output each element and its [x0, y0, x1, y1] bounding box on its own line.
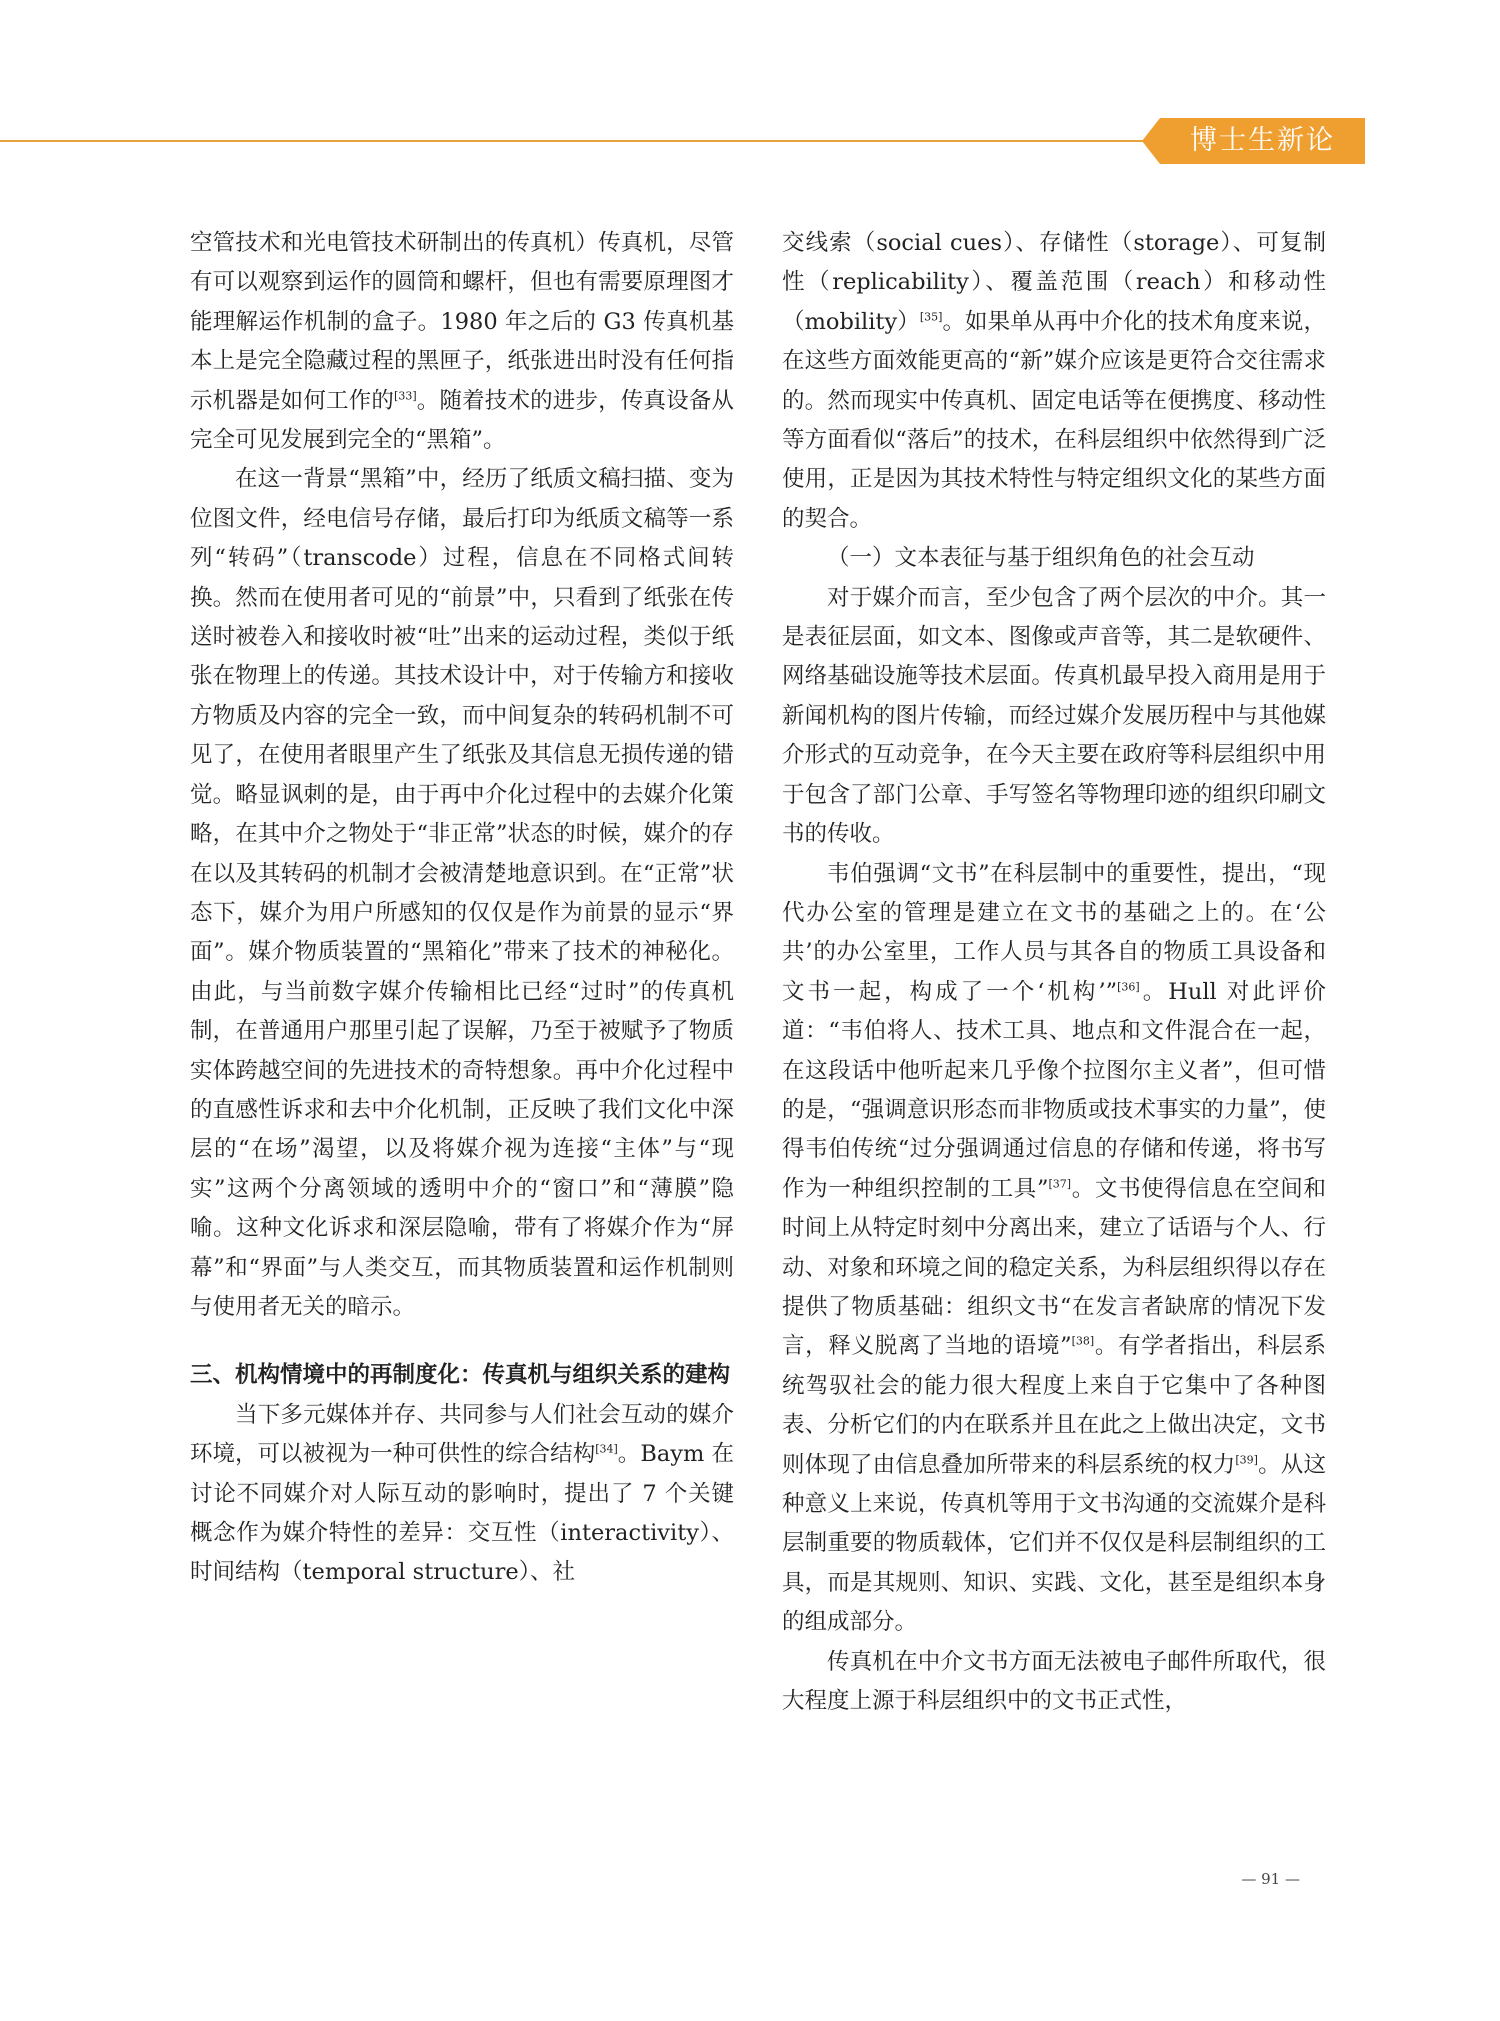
paragraph: 对于媒介而言，至少包含了两个层次的中介。其一是表征层面，如文本、图像或声音等，其二是软硬件、网络基础设施等技术层面。传真机最早投入商用是用于新闻机构的图片传输，而经过媒介发展历程中与其他媒介形式的互动竞争，在今天主要在政府等科层组织中用于包含了部门公章、手写签名等物理印迹的组织印刷文书的传收。 [782, 584, 1326, 848]
right-column [782, 224, 1326, 1721]
section-tag: 博士生新论 [1160, 118, 1365, 164]
paragraph: 传真机在中介文书方面无法被电子邮件所取代，很大程度上源于科层组织中的文书正式性， [782, 1648, 1326, 1715]
citation-ref[interactable]: [37] [1048, 1177, 1072, 1191]
section-heading: 三、机构情境中的再制度化：传真机与组织关系的建构 [190, 1362, 731, 1389]
citation-ref[interactable]: [36] [1117, 980, 1140, 994]
citation-ref[interactable]: [39] [1235, 1453, 1258, 1467]
paragraph: 韦伯强调“文书”在科层制中的重要性，提出，“现代办公室的管理是建立在文书的基础之上的。在‘公共’的办公室里，工作人员与其各自的物质工具设备和文书一起，构成了一个‘机构’”[36]。Hull 对此评价道：“韦伯将人、技术工具、地点和文件混合在一起，在这段话中他听起来几乎像个拉图尔主义者”，但可惜的是，“强调意识形态而非物质或技术事实的力量”，使得韦伯传统“过分强调通过信息的存储和传递，将书写作为一种组织控制的工具”[37]。文书使得信息在空间和时间上从特定时刻中分离出来，建立了话语与个人、行动、对象和环境之间的稳定关系，为科层组织得以存在提供了物质基础：组织文书“在发言者缺席的情况下发言，释义脱离了当地的语境”[38]。有学者指出，科层系统驾驭社会的能力很大程度上来自于它集中了各种图表、分析它们的内在联系并且在此之上做出决定，文书则体现了由信息叠加所带来的科层系统的权力[39]。从这种意义上来说，传真机等用于文书沟通的交流媒介是科层制重要的物质载体，它们并不仅仅是科层制组织的工具，而是其规则、知识、实践、文化，甚至是组织本身的组成部分。 [782, 860, 1326, 1636]
paragraph: 当下多元媒体并存、共同参与人们社会互动的媒介环境，可以被视为一种可供性的综合结构[34]。Baym 在讨论不同媒介对人际互动的影响时，提出了 7 个关键概念作为媒介特性的差异：交互性（interactivity）、时间结构（temporal structure）、社 [190, 1401, 734, 1586]
citation-ref[interactable]: [34] [595, 1442, 618, 1456]
page-number: — 91 — [1241, 1870, 1300, 1888]
subsection-heading: （一）文本表征与基于组织角色的社会互动 [827, 545, 1255, 572]
citation-ref[interactable]: [38] [1071, 1334, 1095, 1348]
paragraph: 交线索（social cues）、存储性（storage）、可复制性（replicability）、覆盖范围（reach）和移动性（mobility）[35]。如果单从再中介化的技术角度来说，在这些方面效能更高的“新”媒介应该是更符合交往需求的。然而现实中传真机、固定电话等在便携度、移动性等方面看似“落后”的技术，在科层组织中依然得到广泛使用，正是因为其技术特性与特定组织文化的某些方面的契合。 [782, 230, 1326, 532]
citation-ref[interactable]: [33] [394, 389, 417, 403]
paragraph: 在这一背景“黑箱”中，经历了纸质文稿扫描、变为位图文件，经电信号存储，最后打印为纸质文稿等一系列“转码”（transcode）过程，信息在不同格式间转换。然而在使用者可见的“前景”中，只看到了纸张在传送时被卷入和接收时被“吐”出来的运动过程，类似于纸张在物理上的传递。其技术设计中，对于传输方和接收方物质及内容的完全一致，而中间复杂的转码机制不可见了，在使用者眼里产生了纸张及其信息无损传递的错觉。略显讽刺的是，由于再中介化过程中的去媒介化策略，在其中介之物处于“非正常”状态的时候，媒介的存在以及其转码的机制才会被清楚地意识到。在“正常”状态下，媒介为用户所感知的仅仅是作为前景的显示“界面”。媒介物质装置的“黑箱化”带来了技术的神秘化。由此，与当前数字媒介传输相比已经“过时”的传真机制，在普通用户那里引起了误解，乃至于被赋予了物质实体跨越空间的先进技术的奇特想象。再中介化过程中的直感性诉求和去中介化机制，正反映了我们文化中深层的“在场”渴望，以及将媒介视为连接“主体”与“现实”这两个分离领域的透明中介的“窗口”和“薄膜”隐喻。这种文化诉求和深层隐喻，带有了将媒介作为“屏幕”和“界面”与人类交互，而其物质装置和运作机制则与使用者无关的暗示。 [190, 466, 734, 1320]
paragraph: 空管技术和光电管技术研制出的传真机）传真机，尽管有可以观察到运作的圆筒和螺杆，但也有需要原理图才能理解运作机制的盒子。1980 年之后的 G3 传真机基本上是完全隐藏过程的黑匣子，纸张进出时没有任何指示机器是如何工作的[33]。随着技术的进步，传真设备从完全可见发展到完全的“黑箱”。 [190, 230, 734, 454]
citation-ref[interactable]: [35] [919, 310, 943, 324]
header-rule [0, 140, 1160, 142]
left-column [190, 224, 734, 1593]
